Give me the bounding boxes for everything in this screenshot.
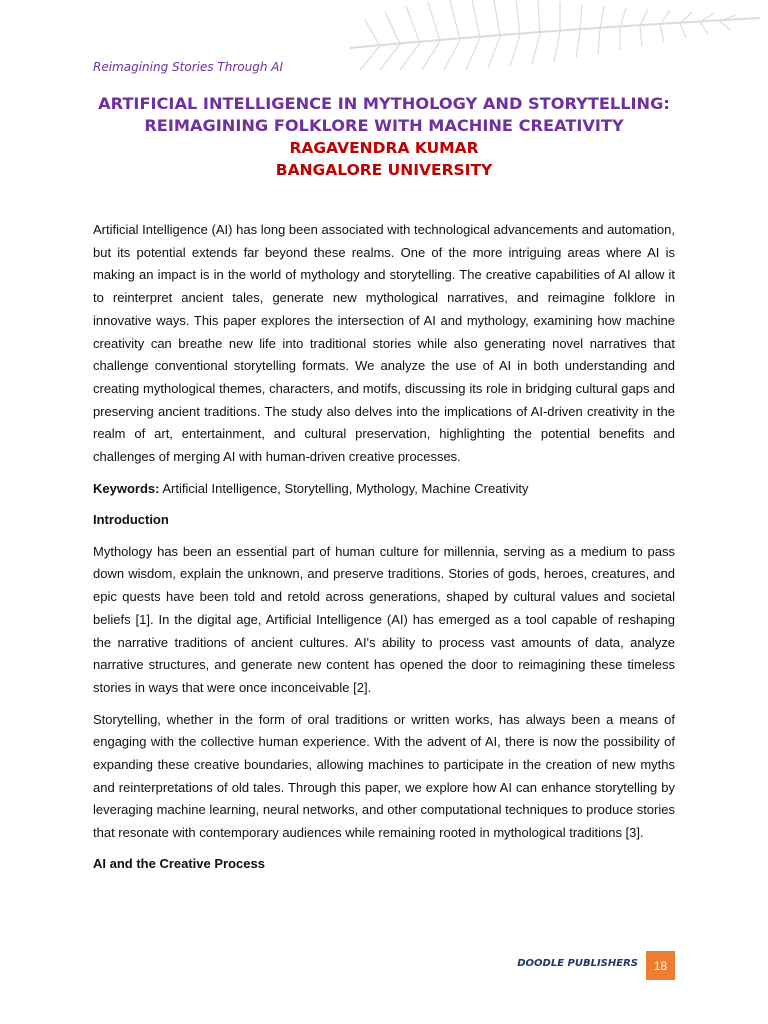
paper-title-line-2: REIMAGINING FOLKLORE WITH MACHINE CREATIVITY bbox=[144, 116, 624, 135]
paper-title-line-1: ARTIFICIAL INTELLIGENCE IN MYTHOLOGY AND STORYTELLING: bbox=[98, 94, 670, 113]
feather-decoration bbox=[340, 0, 768, 70]
running-header: Reimagining Stories Through AI bbox=[93, 60, 284, 74]
author-name: RAGAVENDRA KUMAR bbox=[289, 139, 479, 157]
intro-paragraph-2: Storytelling, whether in the form of oral traditions or written works, has always been a means of engaging with the collective human experience. With the advent of AI, there is now the possibility of expanding these creative boundaries, allowing machines to participate in the creation of new myths and reinterpretations of old tales. Through this paper, we explore how AI can enhance storytelling by leveraging machine learning, neural networks, and other computational techniques to produce stories that resonate with contemporary audiences while remaining rooted in mythological traditions [3]. bbox=[93, 711, 675, 841]
abstract-paragraph: Artificial Intelligence (AI) has long been associated with technological advancements and automation, but its potential extends far beyond these realms. One of the more intriguing areas where AI is making an impact is in the world of mythology and storytelling. The creative capabilities of AI allow it to reinterpret ancient tales, generate new mythological narratives, and reimagine folklore in innovative ways. This paper explores the intersection of AI and mythology, examining how machine creativity can breathe new life into traditional stories while also generating novel narratives that challenge conventional storytelling formats. We analyze the use of AI in both understanding and creating mythological themes, characters, and motifs, discussing its role in bridging cultural gaps and preserving ancient traditions. The study also delves into the implications of AI-driven creativity in the realm of art, entertainment, and cultural preservation, highlighting the potential benefits and challenges of merging AI with human-driven creative processes. bbox=[93, 222, 675, 465]
title-block bbox=[60, 93, 708, 181]
page-number-badge: 18 bbox=[646, 951, 675, 980]
section-heading-creative-process: AI and the Creative Process bbox=[93, 855, 265, 871]
keywords-label: Keywords: bbox=[93, 480, 160, 496]
keywords-line bbox=[93, 479, 675, 499]
author-affiliation: BANGALORE UNIVERSITY bbox=[275, 161, 493, 179]
publisher-name: DOODLE PUBLISHERS bbox=[517, 958, 638, 969]
section-heading-introduction: Introduction bbox=[93, 511, 169, 527]
intro-paragraph-1: Mythology has been an essential part of human culture for millennia, serving as a medium to pass down wisdom, explain the unknown, and preserve traditions. Stories of gods, heroes, creatures, and epic quests have been told and retold across generations, shaped by cultural values and societal beliefs [1]. In the digital age, Artificial Intelligence (AI) has emerged as a tool capable of reshaping the narrative traditions of ancient cultures. AI's ability to process vast amounts of data, analyze narrative structures, and generate new content has opened the door to reimagining these timeless stories in ways that were once inconceivable [2]. bbox=[93, 543, 675, 695]
keywords-text: Artificial Intelligence, Storytelling, Mythology, Machine Creativity bbox=[159, 480, 529, 496]
main-content bbox=[93, 219, 675, 885]
